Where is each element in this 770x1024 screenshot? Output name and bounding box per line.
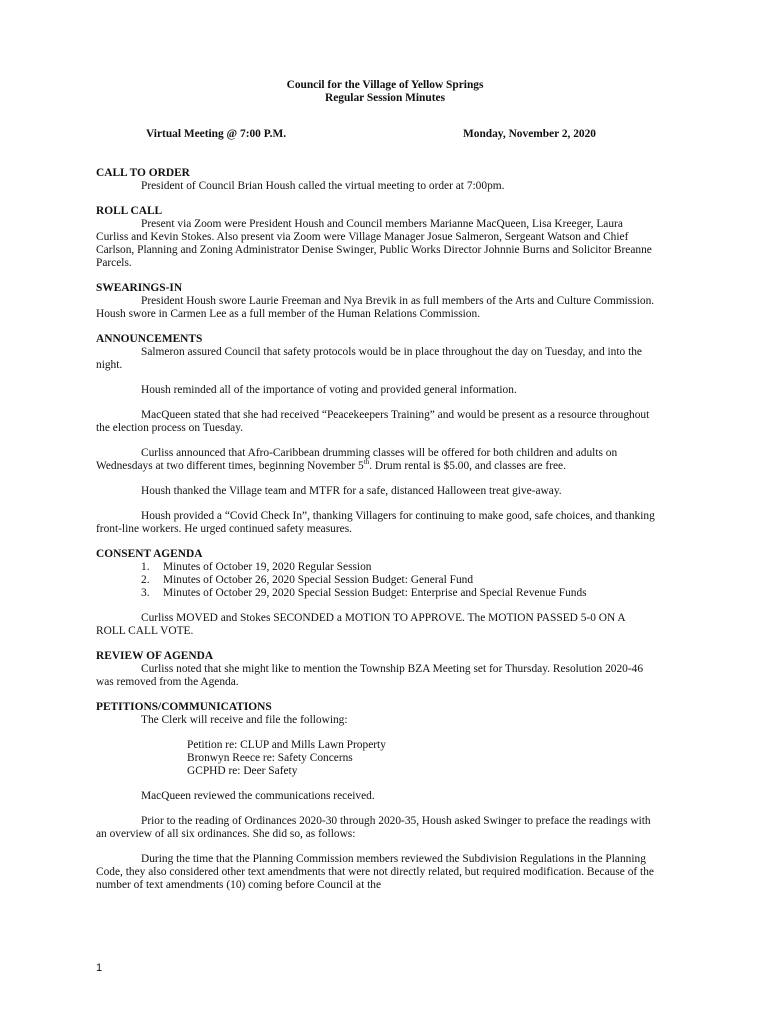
list-number: 1. bbox=[141, 561, 150, 573]
text-run: Curliss announced that Afro-Caribbean drumming classes will be offered for both children and adults on Wednesdays at two different times, beginning November 5 bbox=[96, 447, 618, 472]
paragraph: During the time that the Planning Commission members reviewed the Subdivision Regulations in the Planning Code, they also considered other text amendments that were not directly related, but required modification. Because of the number of text amendments (10) coming before Council at the bbox=[96, 853, 654, 891]
section-heading: PETITIONS/COMMUNICATIONS bbox=[96, 701, 272, 713]
section-heading: ROLL CALL bbox=[96, 205, 163, 217]
list-item-text: Minutes of October 19, 2020 Regular Session bbox=[163, 561, 372, 573]
paragraph: MacQueen reviewed the communications received. bbox=[141, 790, 375, 802]
paragraph: Curliss noted that she might like to mention the Township BZA Meeting set for Thursday. Resolution 2020-46 was removed from the Agenda. bbox=[96, 663, 644, 688]
list-item: Petition re: CLUP and Mills Lawn Property bbox=[187, 739, 386, 751]
list-number: 3. bbox=[141, 587, 150, 599]
consent-agenda-list bbox=[96, 561, 656, 600]
section-heading: REVIEW OF AGENDA bbox=[96, 650, 214, 662]
list-item bbox=[96, 574, 656, 587]
motion-paragraph: Curliss MOVED and Stokes SECONDED a MOTION TO APPROVE. The MOTION PASSED 5-0 ON A ROLL CALL VOTE. bbox=[96, 612, 626, 637]
list-item-text: Minutes of October 26, 2020 Special Session Budget: General Fund bbox=[163, 574, 474, 586]
paragraph: President of Council Brian Housh called the virtual meeting to order at 7:00pm. bbox=[141, 180, 505, 192]
paragraph: Housh reminded all of the importance of voting and provided general information. bbox=[141, 384, 517, 396]
section-heading: CALL TO ORDER bbox=[96, 167, 190, 179]
list-number: 2. bbox=[141, 574, 150, 586]
section-heading: SWEARINGS-IN bbox=[96, 282, 183, 294]
swearings-in-section bbox=[96, 282, 656, 321]
petitions-section bbox=[96, 701, 656, 892]
document-title: Council for the Village of Yellow Springs bbox=[286, 79, 484, 91]
list-item bbox=[96, 561, 656, 574]
announcements-section bbox=[96, 333, 656, 536]
meeting-type: Virtual Meeting @ 7:00 P.M. bbox=[146, 128, 287, 140]
paragraph: Salmeron assured Council that safety protocols would be in place throughout the day on Tuesday, and into the night. bbox=[96, 346, 642, 371]
section-heading: CONSENT AGENDA bbox=[96, 548, 203, 560]
list-item-text: Minutes of October 29, 2020 Special Session Budget: Enterprise and Special Revenue Funds bbox=[163, 587, 587, 599]
paragraph: The Clerk will receive and file the following: bbox=[141, 714, 348, 726]
review-of-agenda-section bbox=[96, 650, 656, 689]
text-run: . Drum rental is $5.00, and classes are free. bbox=[369, 460, 566, 472]
petitions-list bbox=[187, 739, 656, 778]
call-to-order-section bbox=[96, 167, 656, 193]
consent-agenda-section bbox=[96, 548, 656, 638]
list-item: Bronwyn Reece re: Safety Concerns bbox=[187, 752, 353, 764]
section-heading: ANNOUNCEMENTS bbox=[96, 333, 203, 345]
page-number: 1 bbox=[96, 962, 103, 974]
document-subtitle: Regular Session Minutes bbox=[324, 92, 446, 104]
paragraph: President Housh swore Laurie Freeman and Nya Brevik in as full members of the Arts and Culture Commission. Housh swore in Carmen Lee as a full member of the Human Relations Commission. bbox=[96, 295, 655, 320]
paragraph: MacQueen stated that she had received “Peacekeepers Training” and would be present as a resource throughout the election process on Tuesday. bbox=[96, 409, 650, 434]
minutes-body bbox=[96, 167, 656, 904]
paragraph: Housh provided a “Covid Check In”, thanking Villagers for continuing to make good, safe choices, and thanking front-line workers. He urged continued safety measures. bbox=[96, 510, 655, 535]
list-item: GCPHD re: Deer Safety bbox=[187, 765, 298, 777]
meeting-date: Monday, November 2, 2020 bbox=[463, 128, 596, 140]
superscript: th bbox=[363, 458, 370, 467]
list-item bbox=[96, 587, 656, 600]
paragraph bbox=[96, 447, 656, 473]
paragraph: Housh thanked the Village team and MTFR for a safe, distanced Halloween treat give-away. bbox=[141, 485, 562, 497]
roll-call-section bbox=[96, 205, 656, 270]
paragraph: Prior to the reading of Ordinances 2020-30 through 2020-35, Housh asked Swinger to preface the readings with an overview of all six ordinances. She did so, as follows: bbox=[96, 815, 651, 840]
paragraph: Present via Zoom were President Housh and Council members Marianne MacQueen, Lisa Kreeger, Laura Curliss and Kevin Stokes. Also present via Zoom were Village Manager Josue Salmeron, Sergeant Watson and Chief Carlson, Planning and Zoning Administrator Denise Swinger, Public Works Director Johnnie Burns and Solicitor Breanne Parcels. bbox=[96, 218, 652, 269]
